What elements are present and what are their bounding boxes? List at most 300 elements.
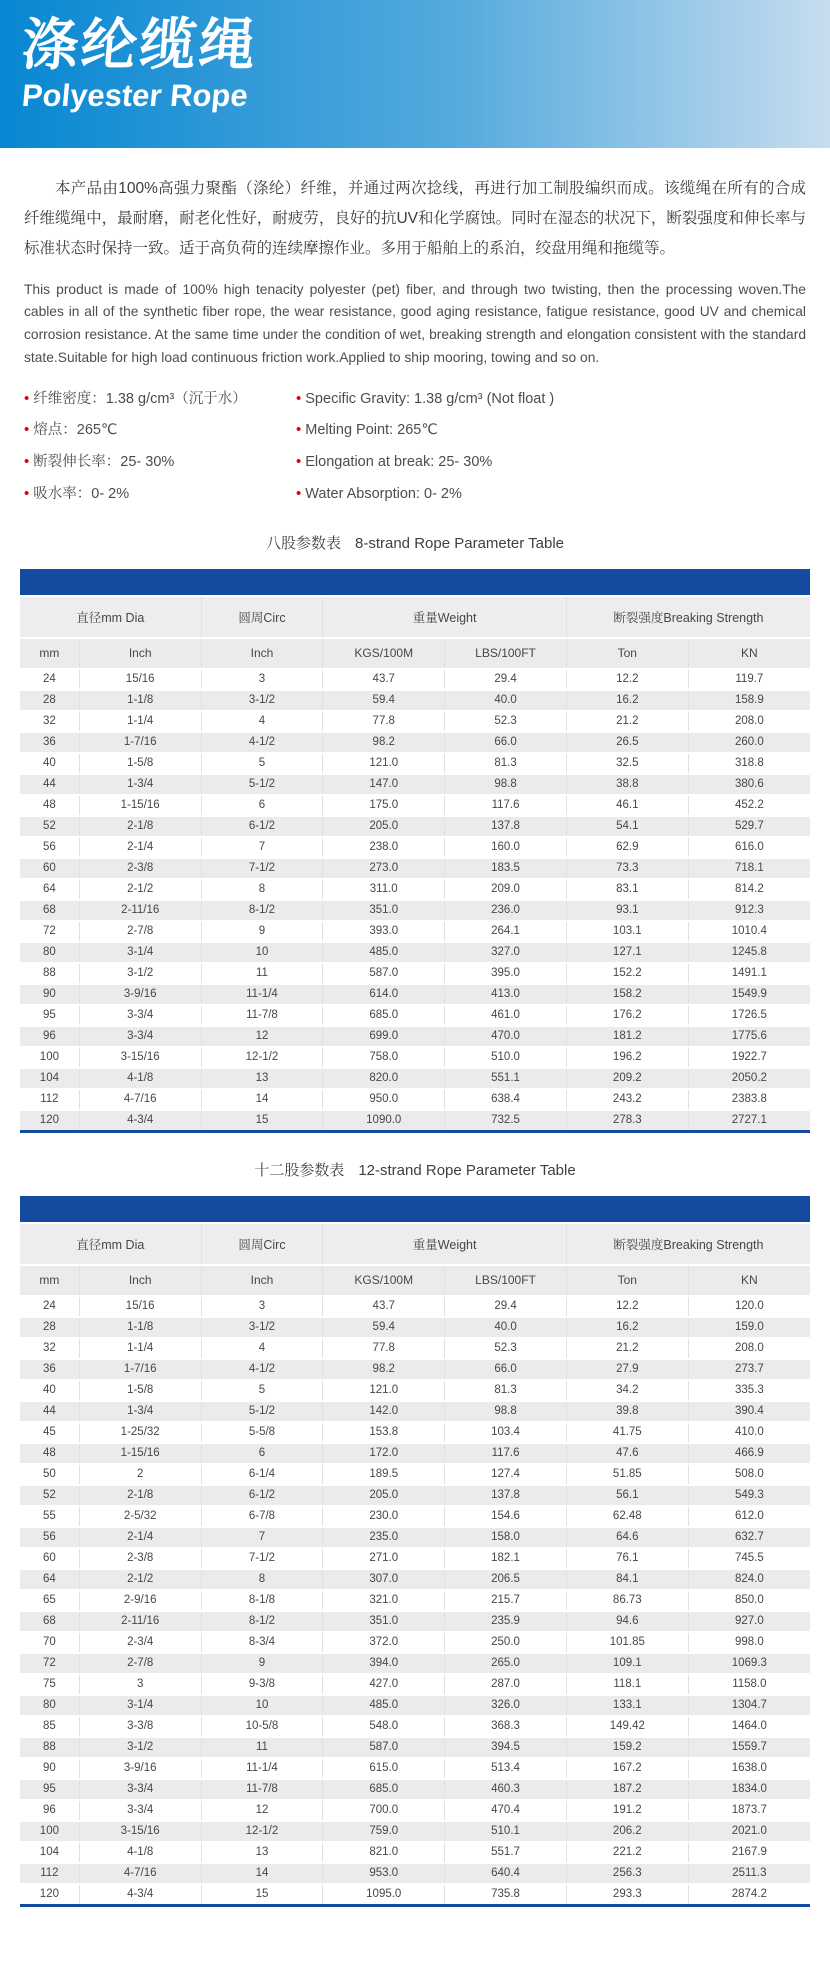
table-cell: 43.7 <box>323 1296 445 1317</box>
table-title-english: 8-strand Rope Parameter Table <box>355 534 565 552</box>
table-cell: 117.6 <box>445 1443 567 1464</box>
bullet-icon: • <box>24 421 30 439</box>
table-row <box>20 1695 810 1716</box>
table-cell: 11-7/8 <box>201 1779 323 1800</box>
table-cell: 142.0 <box>323 1401 445 1422</box>
table-cell: 1726.5 <box>688 1005 810 1026</box>
table-cell: 327.0 <box>445 942 567 963</box>
table-cell: 160.0 <box>445 837 567 858</box>
table-cell: 98.8 <box>445 1401 567 1422</box>
table-cell: 549.3 <box>688 1485 810 1506</box>
spec-list-english <box>296 388 554 506</box>
bullet-icon: • <box>296 421 302 439</box>
spec-text: 吸水率：0- 2% <box>33 485 130 502</box>
table-cell: 1-5/8 <box>79 753 201 774</box>
table-cell: 11 <box>201 963 323 984</box>
table-cell: 821.0 <box>323 1842 445 1863</box>
table-cell: 632.7 <box>688 1527 810 1548</box>
table-cell: 612.0 <box>688 1506 810 1527</box>
table-cell: 159.0 <box>688 1317 810 1338</box>
table-row <box>20 879 810 900</box>
table-cell: 56 <box>20 837 79 858</box>
table-cell: 1-1/8 <box>79 690 201 711</box>
table-cell: 1069.3 <box>688 1653 810 1674</box>
table-cell: 120 <box>20 1110 79 1132</box>
table-cell: 109.1 <box>566 1653 688 1674</box>
table-cell: 461.0 <box>445 1005 567 1026</box>
table-cell: 470.4 <box>445 1800 567 1821</box>
table-cell: 998.0 <box>688 1632 810 1653</box>
table-cell: 15 <box>201 1110 323 1132</box>
spec-item <box>296 388 554 411</box>
table-cell: 133.1 <box>566 1695 688 1716</box>
table-cell: 120 <box>20 1884 79 1906</box>
table-cell: 2-1/4 <box>79 837 201 858</box>
table-cell: 66.0 <box>445 732 567 753</box>
table-row <box>20 1443 810 1464</box>
table-row <box>20 1800 810 1821</box>
table-row <box>20 1611 810 1632</box>
spec-list-chinese <box>24 388 296 506</box>
table-cell: 12-1/2 <box>201 1047 323 1068</box>
table-cell: 1-15/16 <box>79 795 201 816</box>
table-cell: 824.0 <box>688 1569 810 1590</box>
table-row <box>20 1089 810 1110</box>
table-cell: 950.0 <box>323 1089 445 1110</box>
table-cell: 9-3/8 <box>201 1674 323 1695</box>
table-cell: 7 <box>201 1527 323 1548</box>
column-header: LBS/100FT <box>445 1265 567 1296</box>
bullet-icon: • <box>24 484 30 502</box>
table-cell: 2-1/8 <box>79 1485 201 1506</box>
table-cell: 10-5/8 <box>201 1716 323 1737</box>
table-cell: 820.0 <box>323 1068 445 1089</box>
table-title-english: 12-strand Rope Parameter Table <box>358 1161 576 1179</box>
column-group-header: 圆周Circ <box>201 596 323 638</box>
bullet-icon: • <box>24 389 30 407</box>
table-cell: 470.0 <box>445 1026 567 1047</box>
table-cell: 1491.1 <box>688 963 810 984</box>
table-cell: 3 <box>201 669 323 690</box>
column-header: mm <box>20 638 79 669</box>
table-cell: 10 <box>201 1695 323 1716</box>
table-row <box>20 1527 810 1548</box>
table-cell: 3 <box>79 1674 201 1695</box>
data-table <box>20 595 810 1133</box>
table-cell: 98.2 <box>323 1359 445 1380</box>
table-cell: 86.73 <box>566 1590 688 1611</box>
table-cell: 43.7 <box>323 669 445 690</box>
table-cell: 1549.9 <box>688 984 810 1005</box>
column-header: KN <box>688 638 810 669</box>
table-cell: 311.0 <box>323 879 445 900</box>
table-cell: 1090.0 <box>323 1110 445 1132</box>
table-row <box>20 1005 810 1026</box>
column-group-header: 直径mm Dia <box>20 596 201 638</box>
table-cell: 732.5 <box>445 1110 567 1132</box>
table-cell: 4-1/8 <box>79 1842 201 1863</box>
table-cell: 29.4 <box>445 669 567 690</box>
table-row <box>20 669 810 690</box>
table-cell: 112 <box>20 1089 79 1110</box>
table-row <box>20 900 810 921</box>
table-cell: 3-3/4 <box>79 1800 201 1821</box>
table-cell: 153.8 <box>323 1422 445 1443</box>
table-row <box>20 1569 810 1590</box>
column-header: Inch <box>79 638 201 669</box>
group-header-row <box>20 1223 810 1265</box>
table-row <box>20 816 810 837</box>
column-header: Ton <box>566 1265 688 1296</box>
table-cell: 3-1/4 <box>79 1695 201 1716</box>
table-title-chinese: 十二股参数表 <box>254 1161 345 1179</box>
table-cell: 44 <box>20 774 79 795</box>
page-title-english: Polyester Rope <box>20 77 250 113</box>
table-cell: 206.2 <box>566 1821 688 1842</box>
table-cell: 335.3 <box>688 1380 810 1401</box>
table-cell: 11-7/8 <box>201 1005 323 1026</box>
table-cell: 256.3 <box>566 1863 688 1884</box>
table-cell: 318.8 <box>688 753 810 774</box>
group-header-row <box>20 596 810 638</box>
table-row <box>20 1632 810 1653</box>
table-cell: 206.5 <box>445 1569 567 1590</box>
table-cell: 243.2 <box>566 1089 688 1110</box>
table-cell: 21.2 <box>566 711 688 732</box>
table-cell: 56.1 <box>566 1485 688 1506</box>
table-cell: 60 <box>20 1548 79 1569</box>
bullet-icon: • <box>296 484 302 502</box>
table-cell: 32.5 <box>566 753 688 774</box>
table-cell: 55 <box>20 1506 79 1527</box>
table-cell: 6 <box>201 795 323 816</box>
table-cell: 1638.0 <box>688 1758 810 1779</box>
table-cell: 551.1 <box>445 1068 567 1089</box>
table-cell: 1-5/8 <box>79 1380 201 1401</box>
table-cell: 638.4 <box>445 1089 567 1110</box>
table-cell: 394.5 <box>445 1737 567 1758</box>
table-cell: 9 <box>201 921 323 942</box>
table-cell: 8 <box>201 1569 323 1590</box>
table-cell: 64 <box>20 1569 79 1590</box>
table-row <box>20 1338 810 1359</box>
table-cell: 6-1/4 <box>201 1464 323 1485</box>
table-cell: 47.6 <box>566 1443 688 1464</box>
table-cell: 230.0 <box>323 1506 445 1527</box>
table-cell: 1559.7 <box>688 1737 810 1758</box>
column-group-header: 圆周Circ <box>201 1223 323 1265</box>
table-cell: 75 <box>20 1674 79 1695</box>
table-cell: 5 <box>201 1380 323 1401</box>
table-cell: 14 <box>201 1863 323 1884</box>
table-cell: 235.0 <box>323 1527 445 1548</box>
table-cell: 2021.0 <box>688 1821 810 1842</box>
table-cell: 758.0 <box>323 1047 445 1068</box>
table-cell: 172.0 <box>323 1443 445 1464</box>
table-cell: 394.0 <box>323 1653 445 1674</box>
table-cell: 62.48 <box>566 1506 688 1527</box>
table-cell: 3-1/2 <box>201 690 323 711</box>
table-cell: 60 <box>20 858 79 879</box>
table-cell: 2-11/16 <box>79 1611 201 1632</box>
table-cell: 120.0 <box>688 1296 810 1317</box>
table-cell: 52 <box>20 816 79 837</box>
table-cell: 88 <box>20 963 79 984</box>
table-title-chinese: 八股参数表 <box>265 534 341 552</box>
table-cell: 1834.0 <box>688 1779 810 1800</box>
table-cell: 235.9 <box>445 1611 567 1632</box>
table-cell: 32 <box>20 1338 79 1359</box>
table-row <box>20 1422 810 1443</box>
spec-item <box>296 451 554 474</box>
table-cell: 5-1/2 <box>201 1401 323 1422</box>
table-cell: 3-3/4 <box>79 1026 201 1047</box>
table-cell: 3-15/16 <box>79 1047 201 1068</box>
table-row <box>20 1716 810 1737</box>
table-cell: 264.1 <box>445 921 567 942</box>
table-cell: 699.0 <box>323 1026 445 1047</box>
table-cell: 238.0 <box>323 837 445 858</box>
table-cell: 4-7/16 <box>79 1863 201 1884</box>
table-cell: 104 <box>20 1068 79 1089</box>
spec-item <box>24 451 296 474</box>
table-cell: 48 <box>20 795 79 816</box>
table-cell: 81.3 <box>445 1380 567 1401</box>
table-cell: 685.0 <box>323 1779 445 1800</box>
table-cell: 9 <box>201 1653 323 1674</box>
table-cell: 56 <box>20 1527 79 1548</box>
table-cell: 6-1/2 <box>201 816 323 837</box>
table-row <box>20 837 810 858</box>
column-group-header: 断裂强度Breaking Strength <box>566 1223 810 1265</box>
table-row <box>20 984 810 1005</box>
table-row <box>20 1506 810 1527</box>
table-cell: 205.0 <box>323 1485 445 1506</box>
parameter-table-8-strand <box>20 569 810 1133</box>
table-cell: 508.0 <box>688 1464 810 1485</box>
table-cell: 393.0 <box>323 921 445 942</box>
table-row <box>20 1863 810 1884</box>
column-header: KGS/100M <box>323 638 445 669</box>
column-header: Inch <box>201 638 323 669</box>
table-cell: 14 <box>201 1089 323 1110</box>
intro-paragraph-chinese: 本产品由100%高强力聚酯（涤纶）纤维，并通过两次捻线，再进行加工制股编织而成。该缆绳在所有的合成纤维缆绳中，最耐磨，耐老化性好，耐疲劳，良好的抗UV和化学腐蚀。同时在湿态的状况下，断裂强度和伸长率与标准状态时保持一致。适于高负荷的连续摩擦作业。多用于船舶上的系泊，绞盘用绳和拖缆等。 <box>24 180 806 258</box>
table-cell: 121.0 <box>323 753 445 774</box>
table-cell: 52.3 <box>445 711 567 732</box>
table-cell: 181.2 <box>566 1026 688 1047</box>
intro-paragraph-english: This product is made of 100% high tenacity polyester (pet) fiber, and through two twisting, then the processing woven.The cables in all of the synthetic fiber rope, the wear resistance, good aging resistance, fatigue resistance, good UV and chemical corrosion resistance. At the same time under the condition of wet, breaking strength and elongation consistent with the standard state.Suitable for high load continuous friction work.Applied to ship mooring, towing and so on. <box>24 281 806 365</box>
table-cell: 34.2 <box>566 1380 688 1401</box>
table-cell: 2-3/4 <box>79 1632 201 1653</box>
table-cell: 551.7 <box>445 1842 567 1863</box>
table-cell: 182.1 <box>445 1548 567 1569</box>
table-cell: 2050.2 <box>688 1068 810 1089</box>
table-cell: 2-7/8 <box>79 921 201 942</box>
table-cell: 101.85 <box>566 1632 688 1653</box>
table-cell: 36 <box>20 732 79 753</box>
spec-item <box>296 419 554 442</box>
table-cell: 2-1/2 <box>79 879 201 900</box>
table-cell: 2511.3 <box>688 1863 810 1884</box>
table-cell: 68 <box>20 900 79 921</box>
table-cell: 3-15/16 <box>79 1821 201 1842</box>
spec-item <box>24 388 296 411</box>
table-cell: 5-5/8 <box>201 1422 323 1443</box>
table-cell: 7 <box>201 837 323 858</box>
table-cell: 28 <box>20 1317 79 1338</box>
table-row <box>20 1674 810 1695</box>
table-row <box>20 858 810 879</box>
table-cell: 1775.6 <box>688 1026 810 1047</box>
table-cell: 147.0 <box>323 774 445 795</box>
table-cell: 8-1/2 <box>201 900 323 921</box>
table-cell: 321.0 <box>323 1590 445 1611</box>
table-cell: 615.0 <box>323 1758 445 1779</box>
spec-text: 纤维密度：1.38 g/cm³（沉于水） <box>33 390 247 407</box>
table-cell: 513.4 <box>445 1758 567 1779</box>
table-row <box>20 795 810 816</box>
column-header: Inch <box>201 1265 323 1296</box>
table-row <box>20 1317 810 1338</box>
table-row <box>20 1359 810 1380</box>
table-cell: 1922.7 <box>688 1047 810 1068</box>
table-row <box>20 753 810 774</box>
table-cell: 208.0 <box>688 1338 810 1359</box>
table-cell: 3-1/2 <box>201 1317 323 1338</box>
table-cell: 927.0 <box>688 1611 810 1632</box>
table-cell: 112 <box>20 1863 79 1884</box>
table-cell: 1-1/4 <box>79 711 201 732</box>
table-cell: 6-7/8 <box>201 1506 323 1527</box>
table-cell: 3-3/8 <box>79 1716 201 1737</box>
table-cell: 351.0 <box>323 1611 445 1632</box>
table-cell: 12 <box>201 1800 323 1821</box>
column-group-header: 重量Weight <box>323 1223 567 1265</box>
table-cell: 5-1/2 <box>201 774 323 795</box>
table-cell: 529.7 <box>688 816 810 837</box>
table-cell: 96 <box>20 1800 79 1821</box>
table-cell: 3 <box>201 1296 323 1317</box>
table-row <box>20 921 810 942</box>
table-cell: 88 <box>20 1737 79 1758</box>
spec-text: Elongation at break: 25- 30% <box>305 454 493 471</box>
column-header: mm <box>20 1265 79 1296</box>
table-cell: 2-1/2 <box>79 1569 201 1590</box>
table-cell: 83.1 <box>566 879 688 900</box>
table-cell: 3-1/2 <box>79 1737 201 1758</box>
table-cell: 209.0 <box>445 879 567 900</box>
table-cell: 158.2 <box>566 984 688 1005</box>
table-cell: 814.2 <box>688 879 810 900</box>
table-cell: 39.8 <box>566 1401 688 1422</box>
table-cell: 77.8 <box>323 711 445 732</box>
table-cell: 40 <box>20 753 79 774</box>
table-row <box>20 1590 810 1611</box>
table-cell: 11 <box>201 1737 323 1758</box>
column-header-row <box>20 638 810 669</box>
table-cell: 16.2 <box>566 1317 688 1338</box>
table-cell: 2 <box>79 1464 201 1485</box>
table-cell: 250.0 <box>445 1632 567 1653</box>
table-row <box>20 1842 810 1863</box>
table-cell: 196.2 <box>566 1047 688 1068</box>
table-cell: 4-7/16 <box>79 1089 201 1110</box>
table-cell: 191.2 <box>566 1800 688 1821</box>
table-cell: 5 <box>201 753 323 774</box>
table-cell: 7-1/2 <box>201 1548 323 1569</box>
table-cell: 80 <box>20 1695 79 1716</box>
table-cell: 221.2 <box>566 1842 688 1863</box>
table-cell: 1095.0 <box>323 1884 445 1906</box>
table-cell: 718.1 <box>688 858 810 879</box>
table-cell: 1464.0 <box>688 1716 810 1737</box>
table-row <box>20 1110 810 1132</box>
table-cell: 93.1 <box>566 900 688 921</box>
table-row <box>20 1026 810 1047</box>
table-cell: 1010.4 <box>688 921 810 942</box>
table-cell: 45 <box>20 1422 79 1443</box>
column-header: KGS/100M <box>323 1265 445 1296</box>
table-cell: 1-1/4 <box>79 1338 201 1359</box>
table-cell: 368.3 <box>445 1716 567 1737</box>
table-cell: 1-25/32 <box>79 1422 201 1443</box>
table-cell: 260.0 <box>688 732 810 753</box>
table-cell: 953.0 <box>323 1863 445 1884</box>
bullet-icon: • <box>296 389 302 407</box>
spec-text: Water Absorption: 0- 2% <box>305 485 462 502</box>
table-top-bar <box>20 569 810 595</box>
table-cell: 6 <box>201 1443 323 1464</box>
table-cell: 466.9 <box>688 1443 810 1464</box>
table-cell: 64.6 <box>566 1527 688 1548</box>
table-cell: 51.85 <box>566 1464 688 1485</box>
table-cell: 95 <box>20 1005 79 1026</box>
table-cell: 21.2 <box>566 1338 688 1359</box>
table-cell: 380.6 <box>688 774 810 795</box>
column-group-header: 重量Weight <box>323 596 567 638</box>
table-cell: 614.0 <box>323 984 445 1005</box>
table-cell: 616.0 <box>688 837 810 858</box>
table-row <box>20 711 810 732</box>
table-cell: 118.1 <box>566 1674 688 1695</box>
table-cell: 12.2 <box>566 1296 688 1317</box>
table-cell: 176.2 <box>566 1005 688 1026</box>
table-cell: 850.0 <box>688 1590 810 1611</box>
table-cell: 85 <box>20 1716 79 1737</box>
table-cell: 52 <box>20 1485 79 1506</box>
table-cell: 2383.8 <box>688 1089 810 1110</box>
table-cell: 3-1/4 <box>79 942 201 963</box>
table-cell: 2-1/4 <box>79 1527 201 1548</box>
page-banner <box>0 0 830 148</box>
table-cell: 2-1/8 <box>79 816 201 837</box>
table-cell: 100 <box>20 1821 79 1842</box>
table-cell: 76.1 <box>566 1548 688 1569</box>
table-cell: 2-5/32 <box>79 1506 201 1527</box>
table-cell: 117.6 <box>445 795 567 816</box>
table-cell: 183.5 <box>445 858 567 879</box>
table-cell: 278.3 <box>566 1110 688 1132</box>
table-cell: 1-3/4 <box>79 1401 201 1422</box>
table-row <box>20 732 810 753</box>
spec-bullet-lists <box>24 388 806 506</box>
table-cell: 208.0 <box>688 711 810 732</box>
table-cell: 15/16 <box>79 1296 201 1317</box>
column-header: KN <box>688 1265 810 1296</box>
table-cell: 2-3/8 <box>79 858 201 879</box>
table-cell: 77.8 <box>323 1338 445 1359</box>
table-cell: 1-3/4 <box>79 774 201 795</box>
